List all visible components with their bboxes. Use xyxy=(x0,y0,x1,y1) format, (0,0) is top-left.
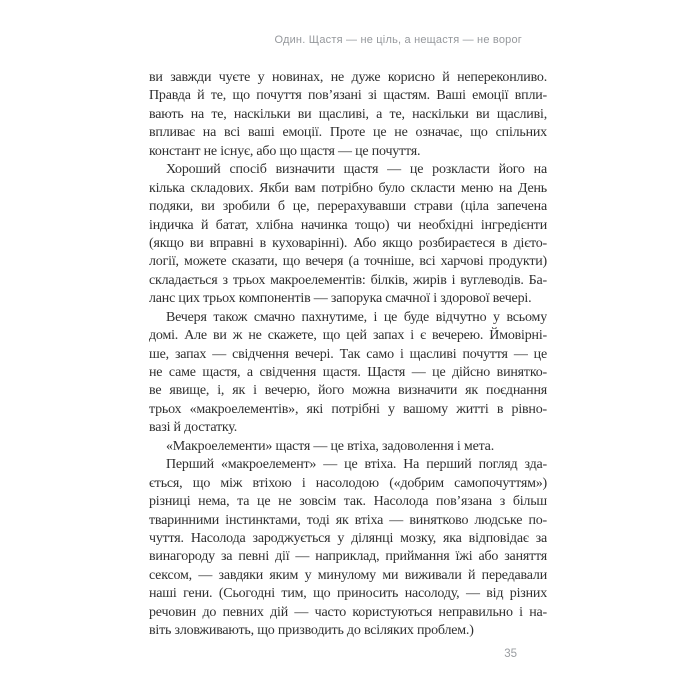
text-line: логії, можете сказати, що вечеря (а точніше, всі харчові продукти) xyxy=(149,254,547,270)
text-line: чуття. Насолода зароджується у ділянці мозку, яка відповідає за xyxy=(149,530,547,546)
text-line: Вечеря також смачно пахнутиме, і це буде відчутно у всьому xyxy=(166,309,547,325)
text-line: наші гени. (Сьогодні тим, що приносить насолоду, — від різних xyxy=(149,586,547,602)
text-line: різниці нема, та це не зовсім так. Насолода пов’язана з більш xyxy=(149,494,547,510)
paragraph xyxy=(149,456,547,640)
text-line: Перший «макроелемент» — це втіха. На перший погляд зда- xyxy=(166,457,547,473)
text-line: складається з трьох макроелементів: білків, жирів і вуглеводів. Ба- xyxy=(149,272,547,288)
paragraph xyxy=(149,438,547,456)
text-line: віть зловживають, що призводить до всіляких проблем.) xyxy=(149,623,474,639)
page-number: 35 xyxy=(504,648,517,660)
text-line: подяки, ви зробили б це, перерахувавши страви (ціла запечена xyxy=(149,199,547,215)
text-line: речовин до певних дій — часто користуються неправильно і на- xyxy=(149,604,547,620)
text-line: ше, запах — свідчення вечері. Так само і щасливі почуття — це xyxy=(149,346,547,362)
paragraph xyxy=(149,161,547,309)
text-line: домі. Але ви ж не скажете, що цей запах і є вечерею. Ймовірні- xyxy=(149,328,547,344)
text-line: вають на те, наскільки ви щасливі, а те, наскільки ви щасливі, xyxy=(149,106,547,122)
text-line: сексом, — завдяки яким у минулому ми виживали й передавали xyxy=(149,567,547,583)
text-line: ве явище, і, як і вечерю, його можна визначити як поєднання xyxy=(149,383,547,399)
text-line: ється, що між втіхою і насолодою («добрим самопочуттям») xyxy=(149,475,547,491)
text-line: Хороший спосіб визначити щастя — це розкласти його на xyxy=(166,162,547,178)
text-line: «Макроелементи» щастя — це втіха, задоволення і мета. xyxy=(166,438,494,454)
text-line: не саме щастя, а свідчення щастя. Щастя — це дійсно винятко- xyxy=(149,365,547,380)
text-line: кілька складових. Якби вам потрібно було скласти меню на День xyxy=(149,180,547,196)
text-line: винагороду за певні дії — наприклад, приймання їжі або заняття xyxy=(149,549,547,565)
paragraph xyxy=(149,69,547,161)
text-line: ланс цих трьох компонентів — запорука смачної і здорової вечері. xyxy=(149,291,532,307)
text-line: (якщо ви вправні в куховарінні). Або якщо розбираєтеся в дієто- xyxy=(149,235,547,251)
text-line: індичка й батат, хлібна начинка тощо) чи необхідні інгредієнти xyxy=(149,217,547,233)
text-line: вазі й достатку. xyxy=(149,420,237,436)
text-line: ви завжди чуєте у новинах, не дуже корисно й непереконливо. xyxy=(149,70,547,85)
text-line: Правда й те, що почуття пов’язані зі щастям. Ваші емоції впли- xyxy=(149,88,547,104)
text-column xyxy=(149,69,547,641)
paragraph xyxy=(149,309,547,438)
text-line: трьох «макроелементів», які потрібні у вашому житті в рівно- xyxy=(149,401,547,417)
running-head: Один. Щастя — не ціль, а нещастя — не ворог xyxy=(274,34,522,46)
text-line: впливає на всі ваші емоції. Проте це не означає, що спільних xyxy=(149,125,547,141)
text-line: тваринними інстинктами, тоді як втіха — винятково людське по- xyxy=(149,512,547,528)
text-line: констант не існує, або що щастя — це почуття. xyxy=(149,143,421,159)
